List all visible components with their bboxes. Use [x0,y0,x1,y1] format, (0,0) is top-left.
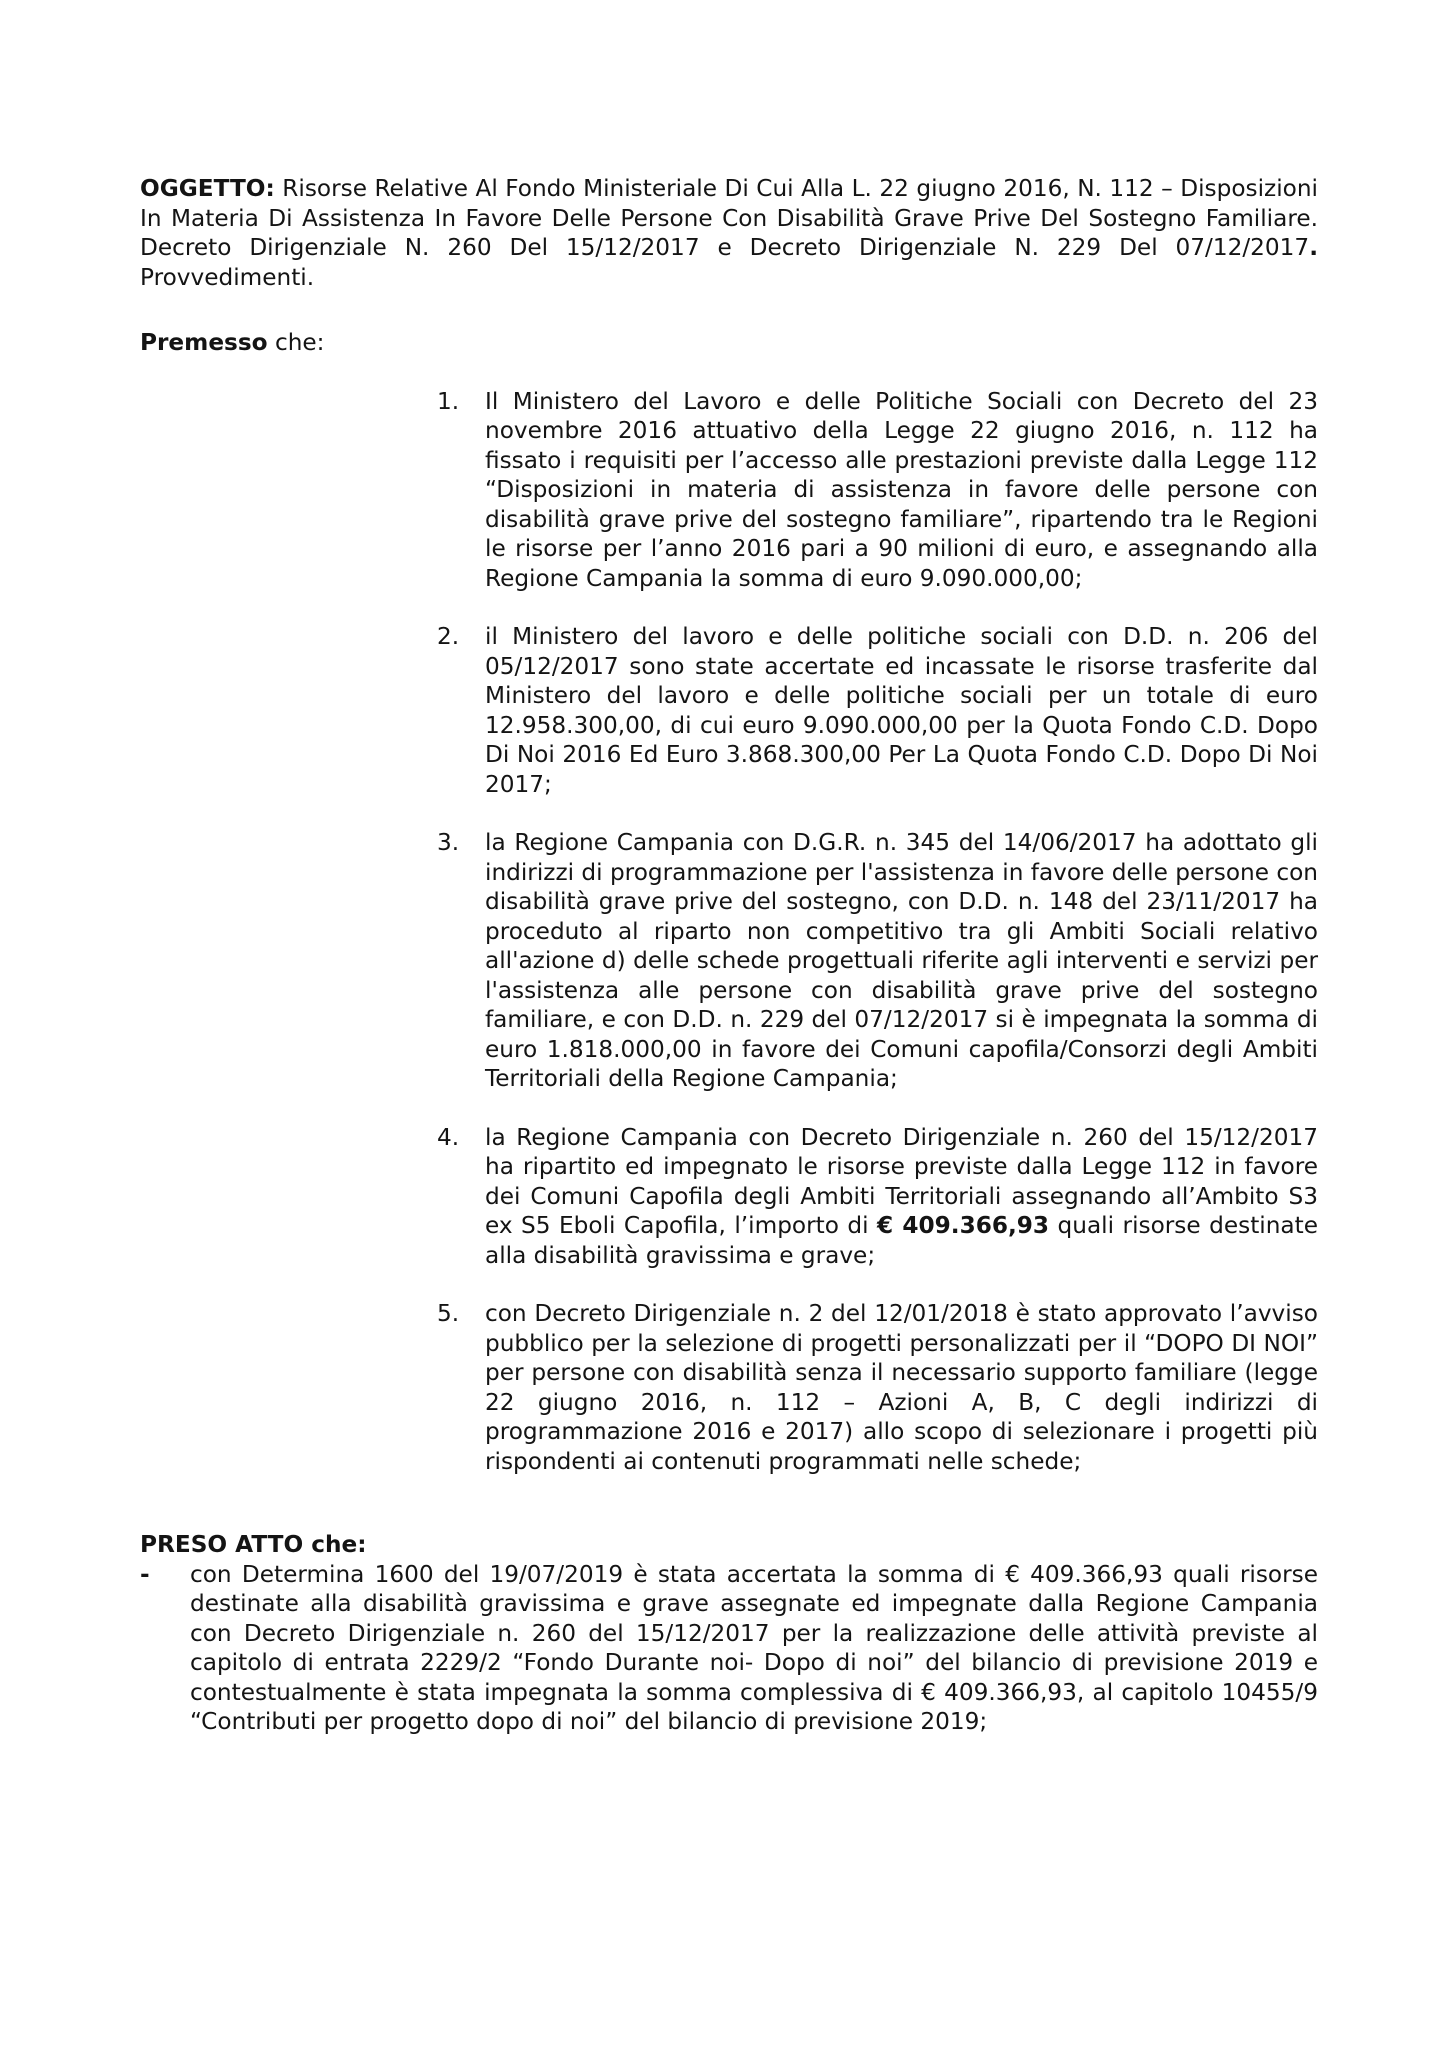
list-item-number: 3. [437,829,460,856]
list-item-text: con Determina 1600 del 19/07/2019 è stata accertata la somma di € 409.366,93 quali risorse destinate alla disabilità gravissima e grave assegnate ed impegnate dalla Regione Campania con Decreto Dirigenziale n. 260 del 15/12/2017 per la realizzazione delle attività previste al capitolo di entrata 2229/2 “Fondo Durante noi- Dopo di noi” del bilancio di previsione 2019 e contestualmente è stata impegnata la somma complessiva di € 409.366,93, al capitolo 10455/9 “Contributi per progetto dopo di noi” del bilancio di previsione 2019; [190,1560,1318,1735]
oggetto-label: OGGETTO: [140,175,275,202]
list-item-number: 5. [437,1300,460,1327]
list-item-text: la Regione Campania con D.G.R. n. 345 del 14/06/2017 ha adottato gli indirizzi di programmazione per l'assistenza in favore delle persone con disabilità grave prive del sostegno, con D.D. n. 148 del 23/11/2017 ha proceduto al riparto non competitivo tra gli Ambiti Sociali relativo all'azione d) delle schede progettuali riferite agli interventi e servizi per l'assistenza alle persone con disabilità grave prive del sostegno familiare, e con D.D. n. 229 del 07/12/2017 si è impegnata la somma di euro 1.818.000,00 in favore dei Comuni capofila/Consorzi degli Ambiti Territoriali della Regione Campania; [485,829,1318,1092]
oggetto-bold-dot: . [1309,234,1318,261]
list-item [437,1299,1318,1476]
list-item-number: 2. [437,623,460,650]
oggetto-text: Risorse Relative Al Fondo Ministeriale Di Cui Alla L. 22 giugno 2016, N. 112 – Disposizioni In Materia Di Assistenza In Favore Delle Persone Con Disabilità Grave Prive Del Sostegno Familiare. Decreto Dirigenziale N. 260 Del 15/12/2017 e Decreto Dirigenziale N. 229 Del 07/12/2017 [140,175,1318,261]
list-item [140,1560,1318,1737]
list-item-number: 1. [437,387,460,415]
document-page [140,174,1318,1737]
list-item [437,622,1318,799]
list-item-text-before: la Regione Campania con Decreto Dirigenziale n. 260 del 15/12/2017 ha ripartito ed impegnato le risorse previste dalla Legge 112 in favore dei Comuni Capofila degli Ambiti Territoriali assegnando all’Ambito S3 ex S5 Eboli Capofila, l’importo di [485,1123,1318,1239]
premesso-heading [140,328,1318,358]
oggetto-tail: Provvedimenti. [140,263,315,291]
premesso-label: Premesso [140,329,268,356]
list-item-number: 4. [437,1123,460,1151]
list-item [437,828,1318,1094]
list-item-text: con Decreto Dirigenziale n. 2 del 12/01/2018 è stato approvato l’avviso pubblico per la selezione di progetti personalizzati per il “DOPO DI NOI” per persone con disabilità senza il necessario supporto familiare (legge 22 giugno 2016, n. 112 – Azioni A, B, C degli indirizzi di programmazione 2016 e 2017) allo scopo di selezionare i progetti più rispondenti ai contenuti programmati nelle schede; [485,1300,1318,1475]
list-item-text: Il Ministero del Lavoro e delle Politiche Sociali con Decreto del 23 novembre 2016 attuativo della Legge 22 giugno 2016, n. 112 ha fissato i requisiti per l’accesso alle prestazioni previste dalla Legge 112 “Disposizioni in materia di assistenza in favore delle persone con disabilità grave prive del sostegno familiare”, ripartendo tra le Regioni le risorse per l’anno 2016 pari a 90 milioni di euro, e assegnando alla Regione Campania la somma di euro 9.090.000,00; [485,387,1318,592]
premesso-suffix: che: [267,329,325,356]
dash-marker: - [140,1560,150,1588]
list-item [437,1123,1318,1271]
list-item-text [485,1123,1318,1271]
list-item-text-after: quali risorse destinate alla disabilità gravissima e grave; [485,1212,1318,1269]
preso-atto-heading [140,1530,1318,1560]
list-item [437,387,1318,594]
premesso-list [140,387,1318,1477]
bold-amount: € 409.366,93 [877,1212,1050,1239]
oggetto-paragraph [140,174,1318,292]
preso-atto-list [140,1560,1318,1737]
preso-atto-label: PRESO ATTO che: [140,1531,367,1558]
list-item-text: il Ministero del lavoro e delle politiche sociali con D.D. n. 206 del 05/12/2017 sono state accertate ed incassate le risorse trasferite dal Ministero del lavoro e delle politiche sociali per un totale di euro 12.958.300,00, di cui euro 9.090.000,00 per la Quota Fondo C.D. Dopo Di Noi 2016 Ed Euro 3.868.300,00 Per La Quota Fondo C.D. Dopo Di Noi 2017; [485,623,1318,798]
